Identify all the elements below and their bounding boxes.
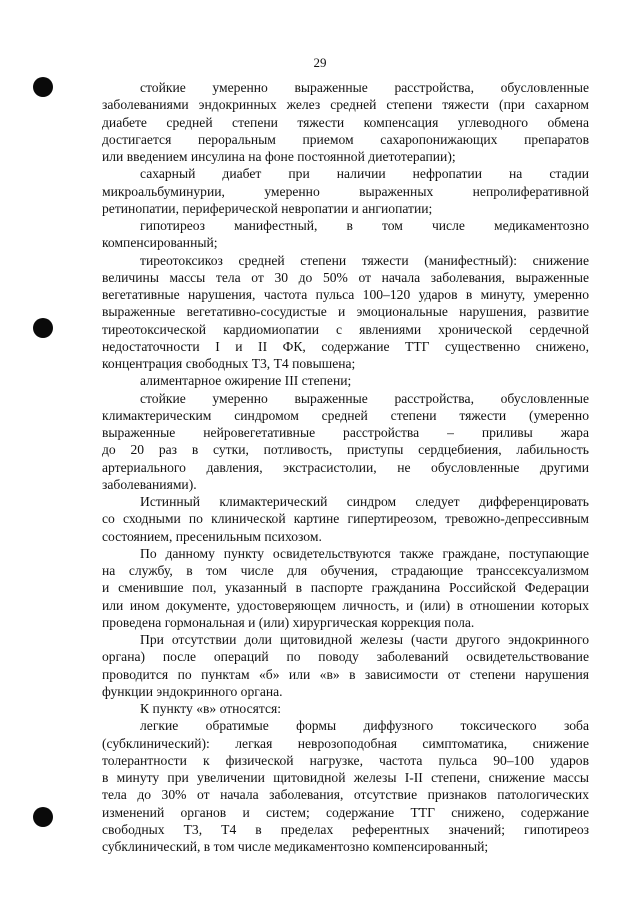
text-line: тела до 30% от начала заболевания, отсутствие признаков патологических <box>102 787 589 803</box>
text-line: свободных Т3, Т4 в пределах референтных значений; гипотиреоз <box>102 821 589 837</box>
text-line: климактерическим синдромом средней степени тяжести (умеренно <box>102 407 589 423</box>
text-line: алиментарное ожирение III степени; <box>140 373 352 389</box>
text-line: достигается пероральным приемом сахаропонижающих препаратов <box>102 131 589 147</box>
text-line: в минуту при увеличении щитовидной железы I-II степени, снижение массы <box>102 770 589 785</box>
text-line: тиреотоксической кардиомиопатии с явлениями хронической сердечной <box>102 321 589 337</box>
text-line: концентрация свободных Т3, Т4 повышена; <box>102 356 356 371</box>
text-line: стойкие умеренно выраженные расстройства, обусловленные <box>140 80 589 95</box>
text-line: микроальбуминурии, умеренно выраженных непролиферативной <box>102 183 589 199</box>
punch-hole-icon <box>33 318 53 338</box>
text-line: По данному пункту освидетельствуются также граждане, поступающие <box>140 545 589 561</box>
text-line: ретинопатии, периферической невропатии и ангиопатии; <box>102 200 433 216</box>
text-line: легкие обратимые формы диффузного токсического зоба <box>140 718 589 734</box>
text-line: Истинный климактерический синдром следует дифференцировать <box>140 494 589 509</box>
text-line: со сходными по клинической картине гипертиреозом, тревожно-депрессивным <box>102 511 589 527</box>
text-line: тиреотоксикоз средней степени тяжести (манифестный): снижение <box>140 252 589 268</box>
punch-hole-icon <box>33 807 53 827</box>
text-line: недостаточности I и II ФК, содержание ТТГ существенно снижено, <box>102 338 589 354</box>
text-line: и сменившие пол, указанный в паспорте гражданина Российской Федерации <box>102 580 589 596</box>
text-line: состоянием, пресенильным психозом. <box>102 528 322 544</box>
text-line: до 20 раз в сутки, потливость, приступы сердцебиения, лабильность <box>102 442 589 458</box>
text-line: проведена гормональная и (или) хирургическая коррекция пола. <box>102 614 475 630</box>
text-line: органа) после операций по поводу заболеваний освидетельствование <box>102 649 589 665</box>
text-line: выраженные нейровегетативные расстройства – приливы жара <box>102 425 589 440</box>
text-line: вегетативные нарушения, частота пульса 100–120 ударов в минуту, умеренно <box>102 287 589 302</box>
text-line: диабете средней степени тяжести компенсация углеводного обмена <box>102 114 589 130</box>
text-line: или ином документе, удостоверяющем личность, и (или) в отношении которых <box>102 597 589 613</box>
text-line: толерантности к физической нагрузке, частота пульса 90–100 ударов <box>102 752 589 768</box>
text-line: изменений органов и систем; содержание ТТГ снижено, содержание <box>102 804 589 820</box>
text-line: величины массы тела от 30 до 50% от начала заболевания, выраженные <box>102 269 589 285</box>
text-line: субклинический, в том числе медикаментозно компенсированный; <box>102 839 489 854</box>
text-line: выраженные вегетативно-сосудистые и эмоциональные нарушения, развитие <box>102 304 589 320</box>
text-line: заболеваниями эндокринных желез средней степени тяжести (при сахарном <box>102 97 589 113</box>
page-number: 29 <box>313 55 327 70</box>
document-body <box>102 79 589 855</box>
text-line: на службу, в том числе для обучения, страдающие транссексуализмом <box>102 563 589 578</box>
text-line: гипотиреоз манифестный, в том числе медикаментозно <box>140 218 589 233</box>
text-line: компенсированный; <box>102 235 218 251</box>
text-line: или введением инсулина на фоне постоянной диетотерапии); <box>102 149 456 164</box>
text-line: (субклинический): легкая неврозоподобная симптоматика, снижение <box>102 735 589 751</box>
text-line: проводится по пунктам «б» или «в» в зависимости от степени нарушения <box>102 666 589 682</box>
text-line: сахарный диабет при наличии нефропатии на стадии <box>140 166 589 182</box>
text-line: заболеваниями). <box>102 476 197 492</box>
text-line: К пункту «в» относятся: <box>140 701 282 716</box>
text-line: функции эндокринного органа. <box>102 683 283 699</box>
text-line: При отсутствии доли щитовидной железы (части другого эндокринного <box>140 632 589 647</box>
punch-hole-icon <box>33 77 53 97</box>
text-line: артериального давления, экстрасистолии, не обусловленные другими <box>102 459 589 475</box>
text-line: стойкие умеренно выраженные расстройства, обусловленные <box>140 390 589 406</box>
